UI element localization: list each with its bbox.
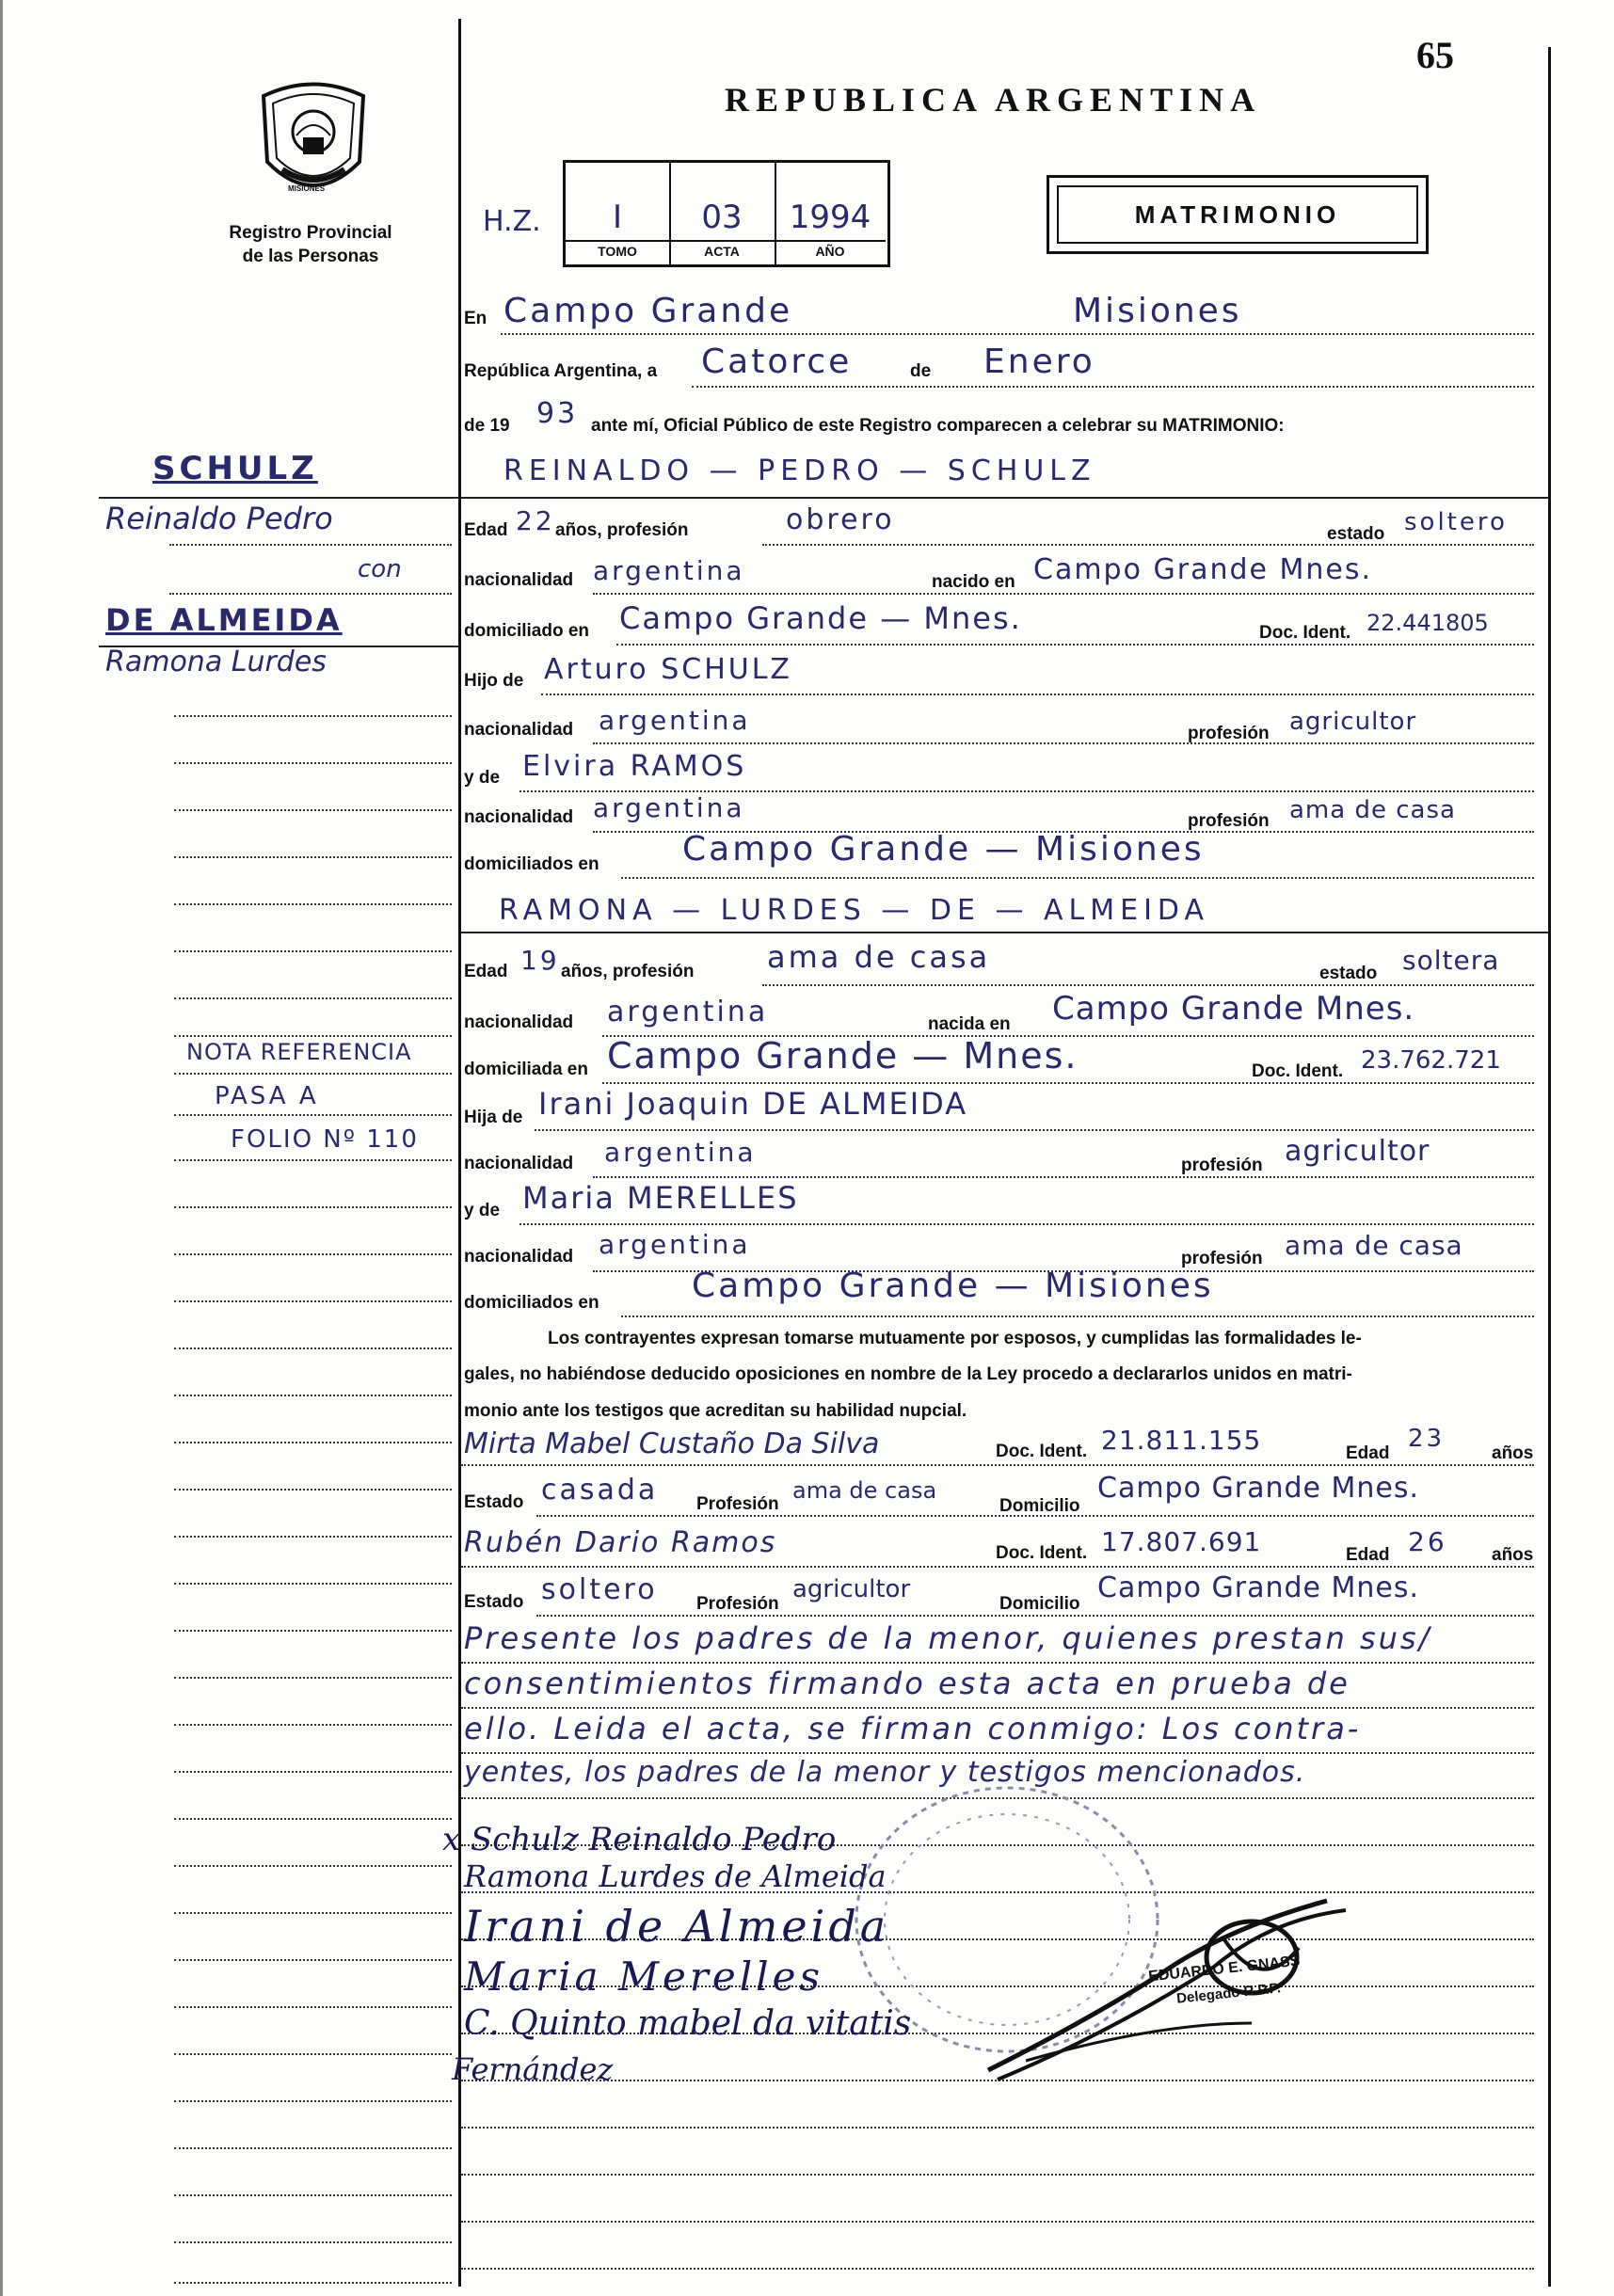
margin-dots-20: [174, 1583, 452, 1585]
groom-line-dom: [616, 644, 1534, 646]
groom-name-rule: [461, 497, 1548, 499]
margin-dots-15: [174, 1347, 452, 1349]
bride-parents-dom-label: domiciliados en: [464, 1293, 599, 1313]
witness1-dom-label: Domicilio: [999, 1496, 1080, 1516]
margin-dots-4: [174, 856, 452, 858]
margin-con: con: [358, 555, 402, 583]
bride-father-nationality: argentina: [604, 1137, 757, 1168]
bride-nac-label: nacionalidad: [464, 1012, 574, 1032]
intro-line-2: [692, 386, 1534, 388]
page-left-edge: [0, 0, 3, 2296]
place-value: Campo Grande: [503, 292, 793, 330]
acta-cell: [669, 163, 776, 264]
bride-doc-label: Doc. Ident.: [1252, 1061, 1344, 1081]
witness1-doc-label: Doc. Ident.: [996, 1442, 1088, 1461]
year-prefix: de 19: [464, 416, 510, 436]
witness2-name: Rubén Dario Ramos: [464, 1526, 777, 1559]
margin-dots-32: [174, 2147, 452, 2149]
groom-edad-label: Edad: [464, 520, 508, 540]
bride-line-fnac: [593, 1176, 1534, 1178]
margin-dots-35: [174, 2282, 452, 2284]
bride-line-edad: [762, 984, 1534, 986]
signature-bride-mother: Maria Merelles: [464, 1953, 824, 2000]
seal-label: MISIONES: [288, 184, 326, 193]
bride-estado-label: estado: [1319, 964, 1378, 983]
groom-nacido-label: nacido en: [932, 572, 1015, 592]
groom-dom-label: domiciliado en: [464, 621, 590, 641]
margin-dots-25: [174, 1818, 452, 1820]
bride-line-pdom: [621, 1315, 1534, 1317]
margin-rule-1: [99, 497, 458, 499]
bride-full-name: RAMONA — LURDES — DE — ALMEIDA: [499, 894, 1210, 927]
bride-parents-domicile: Campo Grande — Misiones: [692, 1267, 1214, 1305]
witness2-age: 26: [1408, 1526, 1447, 1557]
margin-dots-17: [174, 1442, 452, 1443]
signature-bride: Ramona Lurdes de Almeida: [464, 1858, 887, 1894]
margin-dots-5: [174, 903, 452, 905]
tomo-value: I: [612, 199, 623, 236]
groom-father-prof-label: profesión: [1188, 724, 1270, 743]
sig-rule-9: [461, 2221, 1534, 2223]
margin-dots-8: [174, 1035, 452, 1037]
margin-dots-14: [174, 1300, 452, 1302]
margin-dots-23: [174, 1724, 452, 1726]
note-rule-2: [461, 1707, 1534, 1709]
registry-line-2: de las Personas: [242, 247, 379, 266]
bride-hija-label: Hija de: [464, 1108, 523, 1127]
witness1-estado: casada: [541, 1474, 659, 1507]
groom-domicile: Campo Grande — Mnes.: [619, 600, 1022, 636]
groom-father-nationality: argentina: [599, 705, 751, 736]
groom-mother-prof-label: profesión: [1188, 811, 1270, 831]
bride-mother-nac-label: nacionalidad: [464, 1247, 574, 1267]
bride-mother-prof-label: profesión: [1181, 1249, 1263, 1268]
bride-mother: Maria MERELLES: [522, 1180, 799, 1216]
witness1-domicile: Campo Grande Mnes.: [1097, 1472, 1420, 1505]
month-value: Enero: [983, 343, 1095, 381]
margin-dots-28: [174, 1959, 452, 1961]
bride-doc: 23.762.721: [1361, 1046, 1501, 1075]
sig-rule-8: [461, 2174, 1534, 2176]
margin-dots-6: [174, 950, 452, 952]
document-type-box: [1047, 175, 1429, 254]
margin-rule-3: [169, 593, 452, 595]
witness2-domicile: Campo Grande Mnes.: [1097, 1571, 1420, 1604]
margin-dots-12: [174, 1206, 452, 1208]
witness2-line-2: [536, 1615, 1534, 1617]
declaration-line-1: Los contrayentes expresan tomarse mutuamente por esposos, y cumplidas las formalidades le-: [548, 1329, 1362, 1348]
groom-yde-label: y de: [464, 768, 501, 788]
sig-rule-7: [461, 2127, 1534, 2129]
bride-line-hija: [535, 1129, 1534, 1131]
bride-age: 19: [520, 945, 560, 976]
groom-years-profession-label: años, profesión: [555, 520, 689, 540]
bride-line-yde: [519, 1223, 1534, 1225]
witness2-line-1: [461, 1566, 1534, 1568]
margin-dots-7: [174, 997, 452, 999]
groom-father-nac-label: nacionalidad: [464, 720, 574, 740]
signature-witness-1: C. Quinto mabel da vitatis: [464, 2004, 912, 2043]
note-line-2: consentimientos firmando esta acta en prueba de: [464, 1666, 1350, 1701]
bride-father-nac-label: nacionalidad: [464, 1154, 574, 1173]
margin-rule-2: [169, 544, 452, 546]
bride-dom-label: domiciliada en: [464, 1060, 588, 1079]
groom-age: 22: [516, 505, 555, 536]
document-type: MATRIMONIO: [1057, 185, 1418, 244]
acta-value: 03: [701, 199, 743, 236]
margin-groom-names: Reinaldo Pedro: [105, 501, 333, 536]
witness1-name: Mirta Mabel Custaño Da Silva: [464, 1427, 880, 1460]
de-label: de: [910, 361, 932, 381]
groom-mother-profession: ama de casa: [1289, 796, 1456, 824]
bride-line-dom: [602, 1082, 1534, 1084]
intro-statement: ante mí, Oficial Público de este Registro comparecen a celebrar su MATRIMONIO:: [591, 416, 1285, 436]
margin-bride-surname: DE ALMEIDA: [105, 602, 343, 638]
province-value: Misiones: [1073, 292, 1242, 330]
margin-note-3: FOLIO Nº 110: [231, 1125, 419, 1154]
witness2-prof-label: Profesión: [696, 1594, 779, 1614]
witness2-estado: soltero: [541, 1573, 658, 1606]
groom-mother: Elvira RAMOS: [522, 750, 747, 783]
witness2-estado-label: Estado: [464, 1592, 524, 1612]
registry-name: [198, 221, 423, 268]
margin-dots-21: [174, 1630, 452, 1632]
bride-name-rule: [461, 932, 1548, 933]
groom-line-hijo: [541, 694, 1534, 695]
witness1-doc: 21.811.155: [1101, 1425, 1262, 1456]
groom-parents-dom-label: domiciliados en: [464, 854, 599, 874]
margin-dots-24: [174, 1771, 452, 1773]
tomo-acta-anio-box: [563, 160, 890, 267]
groom-doc: 22.441805: [1366, 610, 1489, 636]
bride-father-profession: agricultor: [1285, 1135, 1430, 1168]
bride-years-profession-label: años, profesión: [561, 962, 695, 981]
sig-rule-10: [461, 2268, 1534, 2270]
margin-dots-9: [174, 1073, 452, 1075]
bride-domicile: Campo Grande — Mnes.: [607, 1035, 1079, 1076]
bride-yde-label: y de: [464, 1201, 501, 1220]
margin-note-2: PASA A: [215, 1082, 319, 1110]
groom-estado-label: estado: [1327, 524, 1385, 544]
witness1-age: 23: [1408, 1425, 1446, 1453]
groom-line-edad: [762, 544, 1534, 546]
groom-nationality: argentina: [593, 555, 745, 586]
intro-line-1: [501, 333, 1534, 335]
groom-line-nac: [593, 593, 1534, 595]
groom-father-profession: agricultor: [1289, 708, 1417, 736]
bride-birthplace: Campo Grande Mnes.: [1052, 990, 1415, 1028]
bride-profession: ama de casa: [767, 939, 991, 975]
year-suffix: 93: [536, 397, 579, 430]
signature-groom: x Schulz Reinaldo Pedro: [442, 1821, 837, 1858]
margin-dots-10: [174, 1114, 452, 1116]
margin-dots-29: [174, 2006, 452, 2008]
stamp-officer-title: Delegado R.P.P.: [1175, 1980, 1282, 2007]
declaration-line-2: gales, no habiéndose deducido oposiciones en nombre de la Ley procedo a declararlos unidos en matri-: [464, 1364, 1352, 1384]
bride-nacida-label: nacida en: [928, 1014, 1011, 1034]
anio-label: AÑO: [775, 240, 886, 259]
margin-bride-names: Ramona Lurdes: [105, 646, 327, 678]
margin-dots-30: [174, 2053, 452, 2055]
bride-mother-nationality: argentina: [599, 1229, 751, 1260]
groom-full-name: REINALDO — PEDRO — SCHULZ: [503, 454, 1096, 487]
note-rule-3: [461, 1752, 1534, 1754]
groom-nac-label: nacionalidad: [464, 570, 574, 590]
groom-hijo-label: Hijo de: [464, 671, 524, 691]
groom-mother-nac-label: nacionalidad: [464, 807, 574, 827]
witness1-estado-label: Estado: [464, 1492, 524, 1512]
registry-line-1: Registro Provincial: [229, 223, 392, 243]
groom-father: Arturo SCHULZ: [544, 653, 792, 686]
margin-dots-11: [174, 1159, 452, 1161]
day-value: Catorce: [701, 343, 853, 381]
groom-estado: soltero: [1404, 508, 1508, 536]
margin-dots-19: [174, 1536, 452, 1538]
bride-nationality: argentina: [607, 996, 769, 1028]
tomo-cell: [566, 163, 671, 264]
margin-dots-33: [174, 2194, 452, 2196]
witness1-line-2: [536, 1515, 1534, 1517]
groom-parents-domicile: Campo Grande — Misiones: [682, 830, 1205, 869]
witness1-profession: ama de casa: [792, 1477, 937, 1504]
witness1-line-1: [461, 1464, 1534, 1466]
note-rule-1: [461, 1662, 1534, 1664]
tomo-label: TOMO: [566, 240, 669, 259]
en-label: En: [464, 309, 487, 328]
witness1-prof-label: Profesión: [696, 1494, 779, 1514]
bride-estado: soltera: [1402, 945, 1500, 976]
groom-doc-label: Doc. Ident.: [1259, 623, 1351, 643]
witness1-edad-label: Edad: [1346, 1443, 1390, 1463]
anio-value: 1994: [789, 199, 871, 236]
declaration-line-3: monio ante los testigos que acreditan su habilidad nupcial.: [464, 1401, 967, 1421]
acta-label: ACTA: [669, 240, 775, 259]
groom-line-fnac: [593, 742, 1534, 744]
anio-cell: [775, 163, 886, 264]
groom-profession: obrero: [786, 503, 895, 536]
bride-mother-profession: ama de casa: [1285, 1230, 1463, 1261]
margin-dots-16: [174, 1395, 452, 1396]
groom-mother-nationality: argentina: [593, 792, 745, 823]
witness1-anios-label: años: [1492, 1443, 1534, 1463]
country-title: REPUBLICA ARGENTINA: [725, 81, 1262, 119]
groom-line-pdom: [621, 877, 1534, 879]
signature-witness-2: Fernández: [452, 2051, 614, 2087]
groom-birthplace: Campo Grande Mnes.: [1033, 553, 1373, 586]
left-column-rule: [458, 19, 461, 2287]
officer-signature-icon: [969, 1882, 1374, 2098]
margin-dots-3: [174, 809, 452, 811]
margin-dots-22: [174, 1677, 452, 1679]
margin-dots-18: [174, 1489, 452, 1491]
margin-groom-surname: SCHULZ: [152, 450, 318, 487]
page-number: 65: [1416, 34, 1454, 76]
witness2-doc: 17.807.691: [1101, 1526, 1262, 1557]
margin-dots-1: [174, 715, 452, 717]
bride-father: Irani Joaquin DE ALMEIDA: [538, 1086, 968, 1122]
stamp-officer-name: EDUARDO E. GNASS: [1147, 1953, 1302, 1985]
republica-label: República Argentina, a: [464, 361, 658, 381]
note-line-1: Presente los padres de la menor, quienes prestan sus/: [464, 1620, 1432, 1656]
witness2-dom-label: Domicilio: [999, 1594, 1080, 1614]
margin-dots-31: [174, 2100, 452, 2102]
witness2-anios-label: años: [1492, 1545, 1534, 1565]
hz-code: H.Z.: [483, 205, 541, 238]
bride-edad-label: Edad: [464, 962, 508, 981]
margin-dots-34: [174, 2241, 452, 2243]
note-line-3: ello. Leida el acta, se firman conmigo: Los contra-: [464, 1711, 1362, 1746]
margin-note-1: NOTA REFERENCIA: [186, 1039, 412, 1065]
witness2-profession: agricultor: [792, 1575, 911, 1603]
bride-father-prof-label: profesión: [1181, 1156, 1263, 1175]
right-column-rule: [1548, 47, 1551, 2287]
note-line-4: yentes, los padres de la menor y testigos mencionados.: [464, 1756, 1306, 1789]
witness2-edad-label: Edad: [1346, 1545, 1390, 1565]
margin-dots-2: [174, 762, 452, 764]
witness2-doc-label: Doc. Ident.: [996, 1543, 1088, 1563]
margin-dots-27: [174, 1912, 452, 1914]
margin-dots-13: [174, 1253, 452, 1255]
signature-bride-father: Irani de Almeida: [464, 1901, 890, 1952]
margin-dots-26: [174, 1865, 452, 1867]
